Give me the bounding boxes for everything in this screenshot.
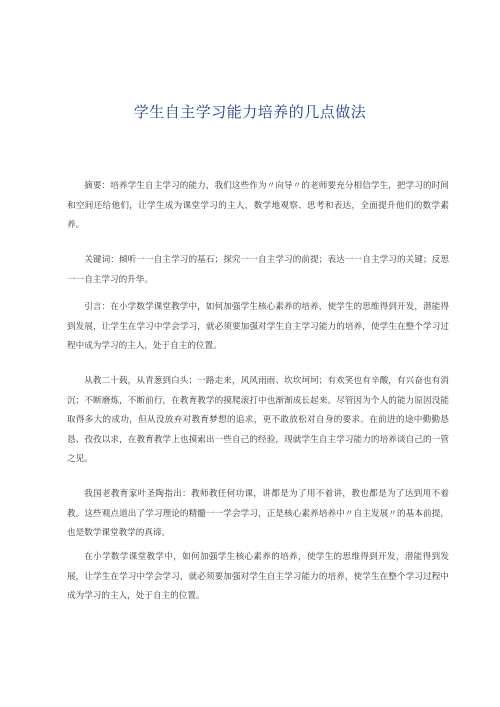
body-paragraph: 我国老教育家叶圣陶指出：教师教任何功课，讲都是为了用不着讲，教也都是为了达到用不着教。这些观点道出了学习理论的精髓一一学会学习，正是核心素养培养中〃自主发展〃的基本前提，也是数学课堂教学的真谛。 bbox=[67, 489, 449, 539]
body-paragraph: 在小学数学课堂教学中，如何加强学生核心素养的培养，使学生的思维得到开发，潜能得到发展，让学生在学习中学会学习，就必须要加强对学生自主学习能力的培养，使学生在整个学习过程中成为学习的主人，处于自主的位置。 bbox=[67, 552, 449, 602]
introduction-paragraph: 引言：在小学数学课堂教学中，如何加强学生核心素养的培养，使学生的思维得到开发，潜能得到发展，让学生在学习中学会学习，就必须要加强对学生自主学习能力的培养，使学生在整个学习过程中成为学习的主人，处于自主的位置。 bbox=[67, 302, 449, 352]
keywords-paragraph: 关键词：倾听一一自主学习的基石；探究一一自主学习的前提；表达一一自主学习的关键；反思一一自主学习的升华。 bbox=[67, 255, 449, 285]
document-title: 学生自主学习能力培养的几点做法 bbox=[133, 103, 367, 121]
body-paragraph: 从教二十载，从青葱到白头；一路走来，风风雨雨、坎坎坷坷；有欢笑也有辛酸，有兴奋也有消沉；不断磨炼，不断前行，在教育教学的摸爬滚打中也渐渐成长起来。尽管因为个人的能力原因没能取得多大的成功，但从没放弃对教育梦想的追求，更不敢放松对自身的要求。在前进的途中勤勤恳恳、孜孜以求，在教育教学上也摸索出一些自己的经验，现就学生自主学习能力的培养谈自己的一管之见。 bbox=[67, 376, 449, 465]
abstract-paragraph: 摘要：培养学生自主学习的能力，我们这些作为〃向导〃的老师要充分相信学生，把学习的时间和空间还给他们，让学生成为课堂学习的主人，数学地观察、思考和表达，全面提升他们的数学素养。 bbox=[67, 181, 449, 231]
